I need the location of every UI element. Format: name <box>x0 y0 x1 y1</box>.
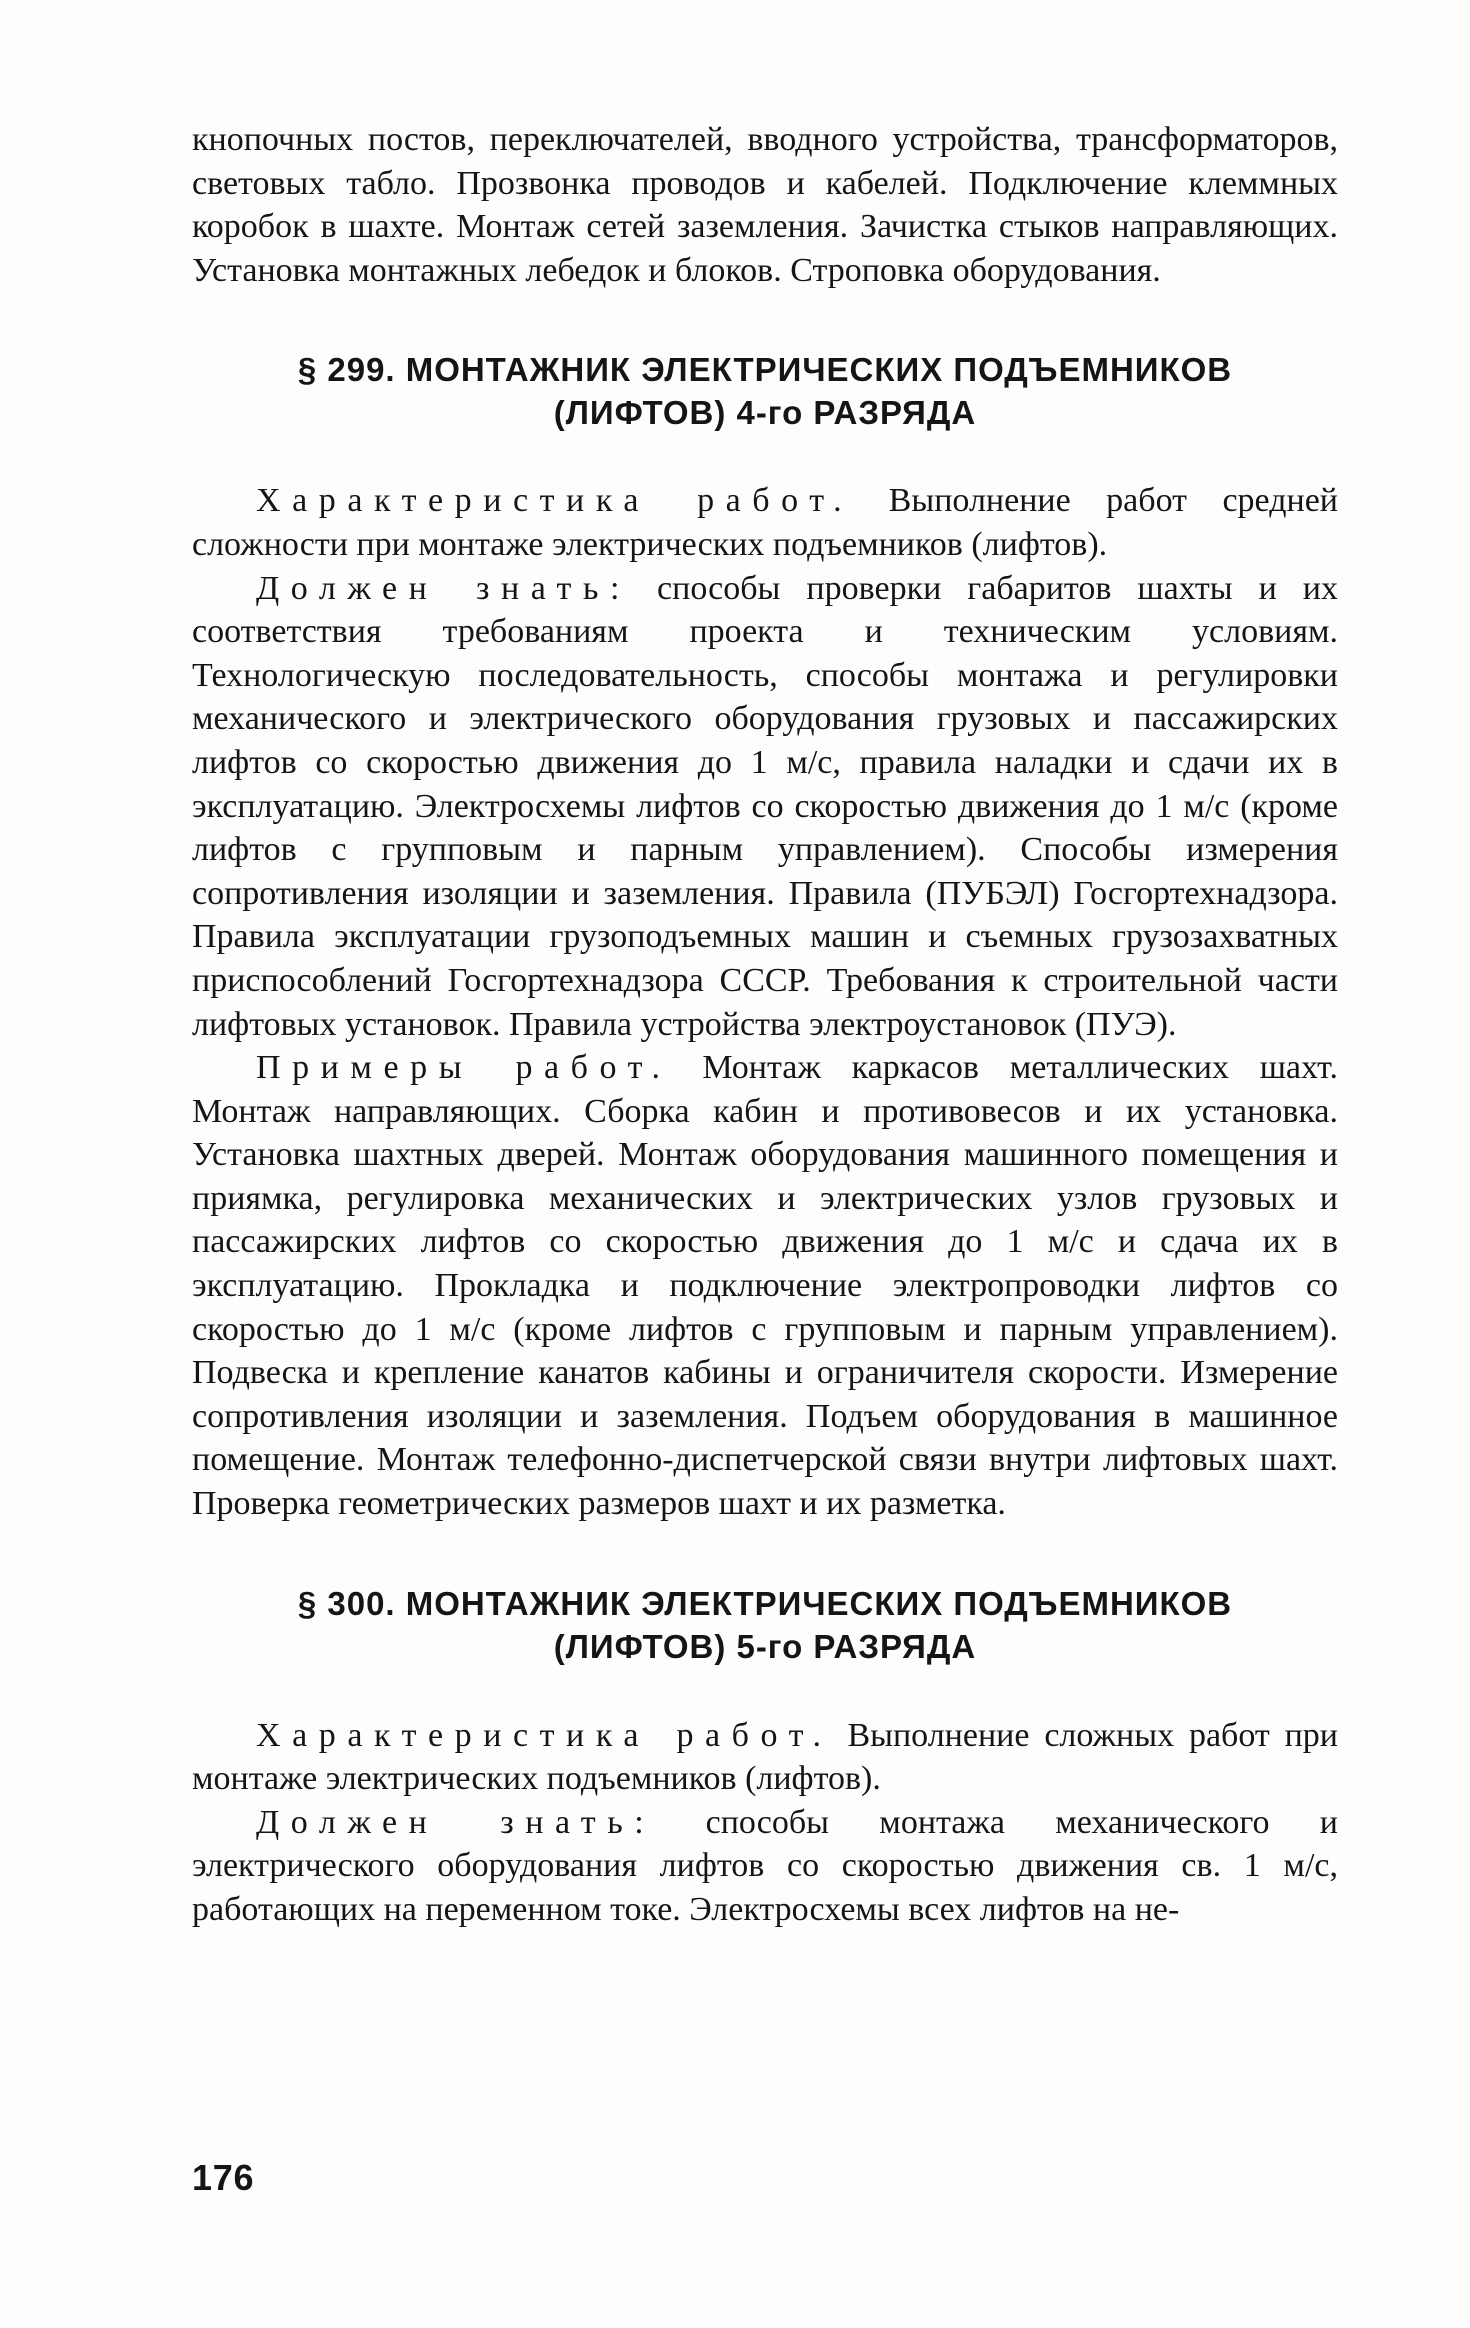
section-300-characteristic <box>192 1714 1338 1801</box>
examples-label: Примеры работ. <box>256 1049 672 1087</box>
section-300-title-line1: § 300. МОНТАЖНИК ЭЛЕКТРИЧЕСКИХ ПОДЪЕМНИКОВ <box>297 1584 1233 1622</box>
knowledge-label: Должен знать: <box>256 1803 656 1841</box>
page-body <box>192 118 1338 1932</box>
knowledge-label: Должен знать: <box>256 569 631 607</box>
section-300-knowledge <box>192 1801 1338 1932</box>
knowledge-text: способы проверки габаритов шахты и их соответствия требованиям проекта и техническим условиям. Технологическую последовательность, способы монтажа и регулировки механического и электрического оборудования грузовых и пассажирских лифтов со скоростью движения до 1 м/с, правила наладки и сдачи их в эксплуатацию. Электросхемы лифтов со скоростью движения до 1 м/с (кроме лифтов с групповым и парным управлением). Способы измерения сопротивления изоляции и заземления. Правила (ПУБЭЛ) Госгортехнадзора. Правила эксплуатации грузоподъемных машин и съемных грузозахватных приспособлений Госгортехнадзора СССР. Требования к строительной части лифтовых установок. Правила устройства электроустановок (ПУЭ). <box>192 569 1338 1043</box>
characteristic-label: Характеристика работ. <box>256 482 854 520</box>
knowledge-text: способы монтажа механического и электрического оборудования лифтов со скоростью движения св. 1 м/с, работающих на переменном токе. Электросхемы всех лифтов на не- <box>192 1803 1339 1928</box>
characteristic-text: Выполнение сложных работ при монтаже электрических подъемников (лифтов). <box>192 1716 1339 1798</box>
section-300-heading <box>192 1582 1338 1668</box>
section-299-examples <box>192 1046 1338 1526</box>
section-299-characteristic <box>192 479 1338 566</box>
page-number: 176 <box>192 2157 255 2198</box>
examples-text: Монтаж каркасов металлических шахт. Монтаж направляющих. Сборка кабин и противовесов и их установка. Установка шахтных дверей. Монтаж оборудования машинного помещения и приямка, регулировка механических и электрических узлов грузовых и пассажирских лифтов со скоростью движения до 1 м/с и сдача их в эксплуатацию. Прокладка и подключение электропроводки лифтов со скоростью до 1 м/с (кроме лифтов с групповым и парным управлением). Подвеска и крепление канатов кабины и ограничителя скорости. Измерение сопротивления изоляции и заземления. Подъем оборудования в машинное помещение. Монтаж телефонно-диспетчерской связи внутри лифтовых шахт. Проверка геометрических размеров шахт и их разметка. <box>192 1049 1338 1523</box>
section-299-knowledge <box>192 567 1338 1047</box>
characteristic-text: Выполнение работ средней сложности при монтаже электрических подъемников (лифтов). <box>192 482 1338 563</box>
intro-paragraph: кнопочных постов, переключателей, вводного устройства, трансформаторов, световых табло. Прозвонка проводов и кабелей. Подключение клеммных коробок в шахте. Монтаж сетей заземления. Зачистка стыков направляющих. Установка монтажных лебедок и блоков. Строповка оборудования. <box>192 121 1338 289</box>
characteristic-label: Характеристика работ. <box>256 1716 833 1754</box>
section-299-heading <box>192 348 1338 434</box>
section-299-title-line1: § 299. МОНТАЖНИК ЭЛЕКТРИЧЕСКИХ ПОДЪЕМНИКОВ <box>297 351 1233 389</box>
section-300-title-line2: (ЛИФТОВ) 5-го РАЗРЯДА <box>553 1627 977 1665</box>
section-299-title-line2: (ЛИФТОВ) 4-го РАЗРЯДА <box>553 394 977 432</box>
